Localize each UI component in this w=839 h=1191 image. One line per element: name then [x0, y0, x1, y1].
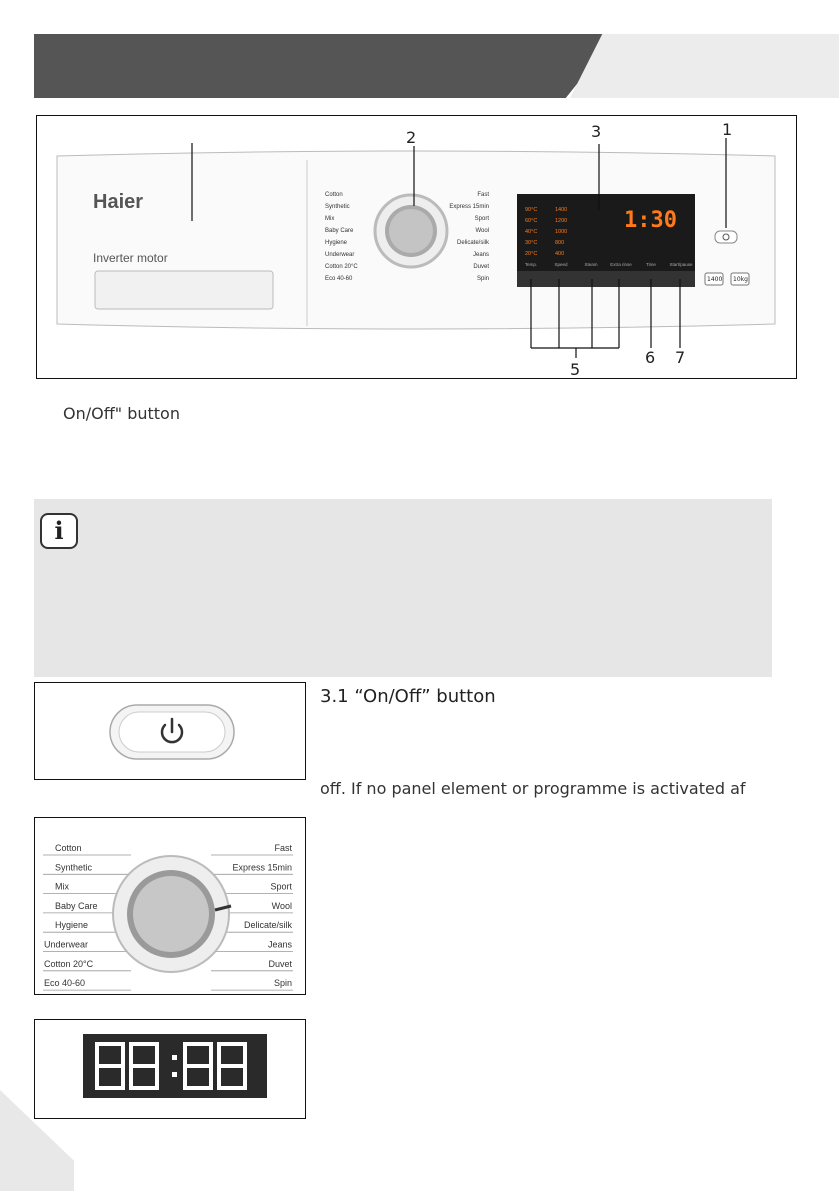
dial-program-left: Underwear	[44, 939, 89, 950]
callout-7: 7	[675, 348, 686, 367]
overview-program-left: Cotton	[325, 192, 343, 198]
info-icon: i	[40, 513, 78, 549]
overview-program-left: Eco 40-60	[325, 276, 353, 282]
control-panel-overview	[36, 115, 797, 379]
overview-program-right: Express 15min	[449, 204, 489, 210]
overview-speed-value: 1400	[555, 207, 568, 213]
dial-program-left: Synthetic	[55, 862, 93, 873]
program-dial-figure	[34, 817, 306, 995]
section-header-tab	[570, 34, 839, 98]
overview-display-time: 1:30	[624, 208, 677, 233]
overview-program-right: Delicate/silk	[456, 240, 489, 246]
callout-6: 6	[645, 348, 656, 367]
overview-temp-value: 20°C	[525, 251, 538, 257]
dial-program-left: Baby Care	[55, 900, 98, 911]
overview-temp-value: 90°C	[525, 207, 538, 213]
display-illustration	[35, 1020, 305, 1118]
dial-program-right: Fast	[274, 843, 292, 853]
overview-program-left: Mix	[325, 216, 335, 222]
overview-program-left: Baby Care	[325, 228, 354, 234]
overview-temp-value: 60°C	[525, 218, 538, 224]
overview-program-right: Spin	[476, 276, 489, 282]
svg-text:Haier: Haier	[93, 191, 144, 213]
section-title: 3.1 “On/Off” button	[320, 686, 496, 707]
info-note-box	[34, 499, 772, 677]
overview-temp-value: 30°C	[525, 240, 538, 246]
overview-speed-value: 1000	[555, 229, 568, 235]
dial-program-left: Hygiene	[55, 920, 89, 931]
svg-text:Inverter motor: Inverter motor	[93, 251, 168, 265]
dial-program-right: Delicate/silk	[243, 920, 292, 931]
program-dial-illustration	[35, 818, 305, 994]
overview-program-left: Hygiene	[325, 240, 348, 246]
power-button-figure	[34, 682, 306, 780]
dial-program-right: Wool	[271, 900, 292, 911]
overview-program-left: Cotton 20°C	[325, 264, 358, 270]
dial-program-left: Cotton 20°C	[44, 958, 94, 969]
dial-program-right: Duvet	[268, 958, 292, 969]
overview-program-left: Synthetic	[325, 204, 350, 210]
callout-5: 5	[570, 360, 581, 379]
power-button-illustration	[35, 683, 305, 779]
control-panel-illustration	[37, 116, 796, 378]
dial-program-right: Jeans	[267, 939, 292, 950]
section-body-text: off. If no panel element or programme is activated af	[320, 779, 746, 798]
overview-program-left: Underwear	[325, 252, 355, 258]
callout-3: 3	[591, 122, 602, 141]
callout-1: 1	[722, 120, 733, 139]
overview-program-right: Wool	[475, 228, 489, 234]
overview-function-label: Steam	[584, 262, 598, 267]
figure-caption: On/Off" button	[63, 404, 180, 423]
overview-program-right: Duvet	[473, 264, 489, 270]
dial-program-right: Sport	[270, 881, 292, 892]
dial-program-right: Spin	[273, 978, 292, 989]
overview-temp-value: 40°C	[525, 229, 538, 235]
overview-function-label: Time	[646, 262, 656, 267]
dial-program-left: Mix	[55, 881, 69, 892]
overview-function-label: Extra rinse	[610, 262, 632, 267]
speed-badge: 1400	[707, 276, 723, 283]
overview-function-label: Start/pause	[669, 262, 693, 267]
dial-program-left: Cotton	[55, 843, 82, 853]
section-header-bar	[34, 34, 612, 98]
overview-function-label: Speed	[554, 262, 568, 267]
overview-function-label: Temp.	[524, 262, 538, 267]
overview-program-right: Jeans	[472, 252, 489, 258]
dial-program-left: Eco 40-60	[44, 978, 86, 989]
overview-speed-value: 400	[555, 251, 565, 257]
display-figure	[34, 1019, 306, 1119]
callout-2: 2	[406, 128, 417, 147]
overview-speed-value: 1200	[555, 218, 568, 224]
overview-program-right: Sport	[474, 216, 489, 222]
capacity-badge: 10kg	[733, 276, 748, 283]
dial-program-right: Express 15min	[232, 862, 292, 873]
overview-speed-value: 800	[555, 240, 565, 246]
overview-program-right: Fast	[477, 192, 489, 198]
